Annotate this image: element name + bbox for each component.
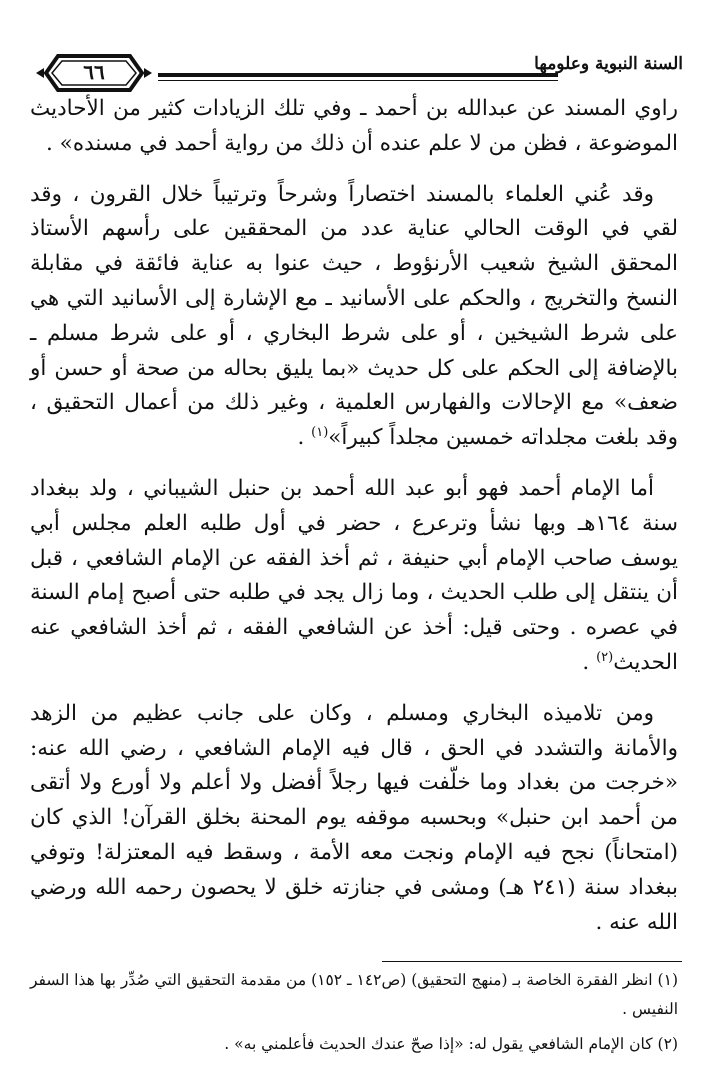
paragraph-2 [30,178,678,456]
paragraph-3-text: أما الإمام أحمد فهو أبو عبد الله أحمد بن حنبل الشيباني ، ولد ببغداد سنة ١٦٤هـ وبها نشأ وترعرع ، حضر في أول طلبه العلم مجلس أبي يوسف صاحب الإمام أبي حنيفة ، ثم أخذ الفقه عن الإمام الشافعي ، قبل أن ينتقل إلى طلب الحديث ، وما زال يجد في طلبه حتى أصبح إمام السنة في عصره . وحتى قيل: أخذ عن الشافعي الفقه ، ثم أخذ الشافعي عنه الحديث [30,475,678,675]
paragraph-2-end: . [297,425,312,451]
main-text [30,92,678,956]
header-rule [158,73,558,77]
paragraph-3-end: . [582,649,597,675]
paragraph-2-text: وقد عُني العلماء بالمسند اختصاراً وشرحاً وترتيباً خلال القرون ، وقد لقي في الوقت الحالي عناية عدد من المحققين على رأسهم الأستاذ المحقق الشيخ شعيب الأرنؤوط ، حيث عنوا به عناية فائقة في مقابلة النسخ والتخريج ، والحكم على الأسانيد ـ مع الإشارة إلى الأسانيد التي هي على شرط الشيخين ، أو على شرط البخاري ، أو على شرط مسلم ـ بالإضافة إلى الحكم على كل حديث «بما يليق بحاله من صحة أو حسن أو ضعف» مع الإحالات والفهارس العلمية ، وغير ذلك من أعمال التحقيق ، وقد بلغت مجلداته خمسين مجلداً كبيراً» [30,181,678,451]
page-header [28,40,683,86]
footnote-ref-1: (١) [311,425,329,441]
page-number-ornament [36,50,152,96]
footnotes [30,966,678,1065]
footnote-divider [382,961,682,962]
header-rule-thin [158,80,558,81]
paragraph-4 [30,697,678,941]
paragraph-1 [30,92,678,162]
running-title: السنة النبوية وعلومها [534,54,683,74]
paragraph-3 [30,472,678,681]
paragraph-1-text: راوي المسند عن عبدالله بن أحمد ـ وفي تلك الزيادات كثير من الأحاديث الموضوعة ، فظن من لا علم عنده أن ذلك من رواية أحمد في مسنده» . [30,96,678,156]
footnote-1: (١) انظر الفقرة الخاصة بـ (منهج التحقيق) (ص١٤٢ ـ ١٥٢) من مقدمة التحقيق التي صُدِّر بها هذا السفر النفيس . [30,971,678,1018]
footnote-2: (٢) كان الإمام الشافعي يقول له: «إذا صحّ عندك الحديث فأعلمني به» . [224,1035,678,1053]
page-number: ٦٦ [83,60,105,84]
footnote-ref-2: (٢) [596,649,614,665]
paragraph-4-text: ومن تلاميذه البخاري ومسلم ، وكان على جانب عظيم من الزهد والأمانة والتشدد في الحق ، قال فيه الإمام الشافعي ، رضي الله عنه: «خرجت من بغداد وما خلّفت فيها رجلاً أفضل ولا أعلم ولا أورع ولا أتقى من أحمد ابن حنبل» وبحسبه موقفه يوم المحنة بخلق القرآن! الذي كان (امتحاناً) نجح فيه الإمام ونجت معه الأمة ، وسقط فيه المعتزلة! وتوفي ببغداد سنة (٢٤١ هـ) ومشى في جنازته خلق لا يحصون رحمه الله ورضي الله عنه . [30,700,679,935]
